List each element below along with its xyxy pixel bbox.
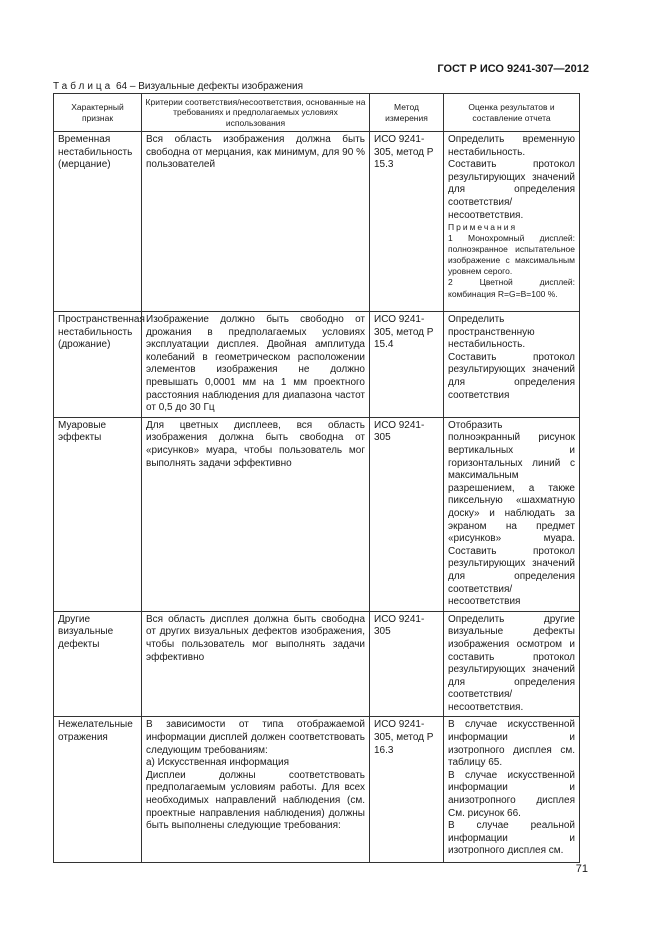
table-caption-title: – Визуальные дефекты изображения [129,81,303,92]
cell-evaluation: Определить пространственную нестабильность. Составить протокол результирующих значений для определения соответствия [444,312,580,418]
evaluation-line: В случае реальной информации и изотропного дисплея см. [448,820,575,857]
criteria-line: В зависимости от типа отображаемой информации дисплей должен соответствовать следующим требованиям: [146,719,365,756]
notes-title: Примечания [448,222,518,233]
cell-method: ИСО 9241-305, метод Р 16.3 [370,717,444,863]
page-number: 71 [575,863,588,875]
table-caption-number: 64 [116,81,128,92]
table-row [54,132,580,312]
note-item: 1 Монохромный дисплей: полноэкранное испытательное изображение с максимальным уровнем серого. [448,233,575,277]
cell-method: ИСО 9241-305, метод Р 15.4 [370,312,444,418]
cell-method: ИСО 9241-305 [370,611,444,717]
evaluation-line: В случае искусственной информации и анизотропного дисплея См. рисунок 66. [448,769,575,819]
table-row [54,611,580,717]
criteria-line: а) Искусственная информация [146,757,289,769]
cell-feature: Нежелательные отражения [54,717,142,863]
note-item: 2 Цветной дисплей: комбинация R=G=B=100 %. [448,277,575,299]
cell-evaluation [444,132,580,312]
table-row [54,312,580,418]
column-header-feature: Характерный признак [54,94,142,132]
table-caption [53,81,303,92]
cell-evaluation: Отобразить полноэкранный рисунок вертикальных и горизонтальных линий с максимальным разрешением, а также пиксельную «шахматную доску» и наблюдать за экраном на предмет «рисунков» муара. Составить протокол результирующих значений для определения соответствия/несоответствия [444,417,580,611]
cell-evaluation: Определить другие визуальные дефекты изображения осмотром и составить протокол результирующих значений для определения соответствия/ несоответствия. [444,611,580,717]
cell-criteria: Изображение должно быть свободно от дрожания в предполагаемых условиях эксплуатации дисплея. Двойная амплитуда колебаний в геометрическом расположении элементов изображения не должно превышать 0,0001 мм на 1 мм проектного расстояния наблюдения для диапазона частот от 0,5 до 30 Гц [142,312,370,418]
cell-feature: Муаровые эффекты [54,417,142,611]
cell-feature: Пространственная нестабильность (дрожание) [54,312,142,418]
cell-criteria: Для цветных дисплеев, вся область изображения должна быть свободна от «рисунков» муара, чтобы пользователь мог выполнять задачи эффективно [142,417,370,611]
cell-evaluation [444,717,580,863]
cell-criteria: Вся область изображения должна быть свободна от мерцания, как минимум, для 90 % пользователей [142,132,370,312]
column-header-method: Метод измерения [370,94,444,132]
standard-designation: ГОСТ Р ИСО 9241-307—2012 [437,63,589,75]
column-header-evaluation: Оценка результатов и составление отчета [444,94,580,132]
cell-feature: Другие визуальные дефекты [54,611,142,717]
evaluation-text: Определить временную нестабильность. Составить протокол результирующих значений для определения соответствия/несоответствия. [448,134,575,221]
cell-criteria [142,717,370,863]
table-header-row [54,94,580,132]
cell-criteria: Вся область дисплея должна быть свободна от других визуальных дефектов изображения, чтобы пользователь мог выполнять задачи эффективно [142,611,370,717]
cell-method: ИСО 9241-305, метод Р 15.3 [370,132,444,312]
criteria-line: Дисплеи должны соответствовать предполагаемым условиям работы. Для всех необходимых направлений наблюдения (см. проектные направления наблюдения) должны быть выполнены следующие требования: [146,769,365,832]
evaluation-line: В случае искусственной информации и изотропного дисплея см. таблицу 65. [448,719,575,769]
table-row [54,417,580,611]
table-row [54,717,580,863]
cell-method: ИСО 9241-305 [370,417,444,611]
table-caption-label: Таблица [53,81,114,92]
column-header-criteria: Критерии соответствия/несоответствия, основанные на требованиях и предполагаемых условиях использования [142,94,370,132]
defects-table [53,93,580,863]
cell-feature: Временная нестабильность (мерцание) [54,132,142,312]
